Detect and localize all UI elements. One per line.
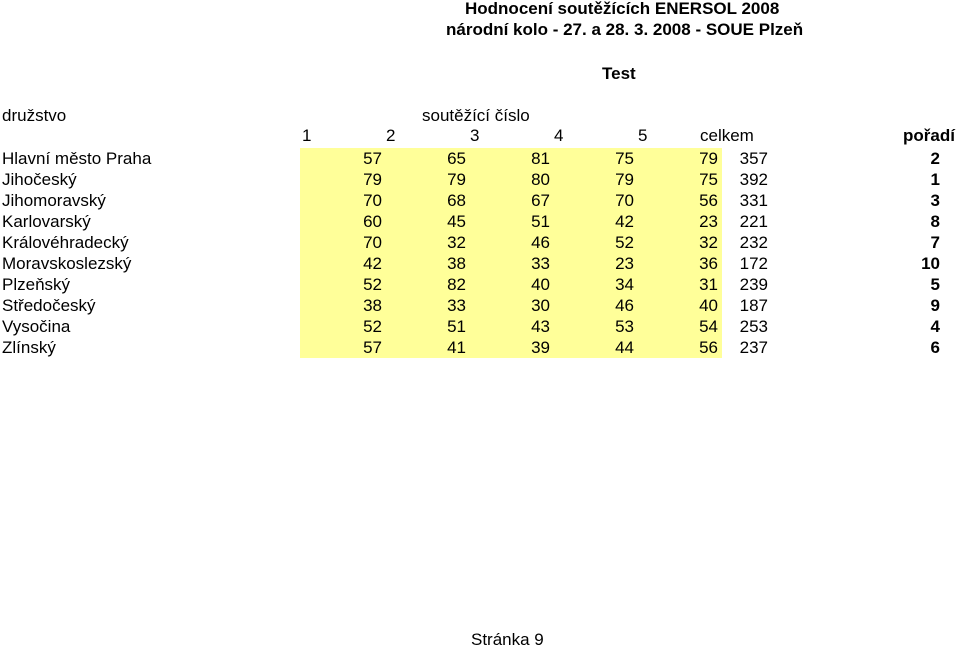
document-subtitle: národní kolo - 27. a 28. 3. 2008 - SOUE Plzeň	[446, 20, 804, 39]
column-header-3: 3	[470, 126, 480, 145]
column-header-4: 4	[554, 126, 564, 145]
score-cell: 65	[384, 148, 470, 169]
table-row	[0, 337, 960, 358]
team-name: Karlovarský	[2, 212, 91, 231]
rank-cell: 10	[921, 254, 940, 273]
score-cell: 38	[384, 253, 470, 274]
column-header-5: 5	[638, 126, 648, 145]
rank-cell: 6	[930, 338, 940, 357]
score-cell: 43	[468, 316, 554, 337]
table-row	[0, 295, 960, 316]
score-cell: 80	[468, 169, 554, 190]
score-cell: 68	[384, 190, 470, 211]
score-cell: 33	[384, 295, 470, 316]
team-name: Středočeský	[2, 296, 96, 315]
team-column-header: družstvo	[2, 106, 67, 125]
score-cell: 34	[552, 274, 638, 295]
total-cell: 239	[739, 275, 768, 294]
rank-cell: 8	[930, 212, 940, 231]
score-cell: 52	[300, 274, 386, 295]
score-cell: 30	[468, 295, 554, 316]
contestant-group-header: soutěžící číslo	[422, 106, 530, 125]
score-cell: 60	[300, 211, 386, 232]
score-cell: 70	[300, 232, 386, 253]
score-cell: 31	[636, 274, 722, 295]
score-cell: 75	[636, 169, 722, 190]
score-cell: 46	[468, 232, 554, 253]
table-row	[0, 274, 960, 295]
team-name: Královéhradecký	[2, 233, 129, 252]
score-cell: 53	[552, 316, 638, 337]
score-cell: 70	[300, 190, 386, 211]
score-cell: 75	[552, 148, 638, 169]
team-name: Hlavní město Praha	[2, 149, 152, 168]
score-cell: 79	[552, 169, 638, 190]
score-cell: 40	[636, 295, 722, 316]
score-cell: 23	[636, 211, 722, 232]
score-cell: 41	[384, 337, 470, 358]
score-cell: 81	[468, 148, 554, 169]
score-cell: 39	[468, 337, 554, 358]
column-header-rank: pořadí	[903, 126, 955, 145]
rank-cell: 4	[930, 317, 940, 336]
rank-cell: 3	[930, 191, 940, 210]
page-number: Stránka 9	[471, 630, 544, 649]
column-header-row	[0, 126, 960, 147]
score-cell: 51	[468, 211, 554, 232]
score-cell: 42	[300, 253, 386, 274]
rank-cell: 9	[930, 296, 940, 315]
total-cell: 253	[739, 317, 768, 336]
total-cell: 221	[739, 212, 768, 231]
rank-cell: 2	[930, 149, 940, 168]
table-row	[0, 253, 960, 274]
score-cell: 52	[552, 232, 638, 253]
rank-cell: 5	[930, 275, 940, 294]
total-cell: 232	[739, 233, 768, 252]
total-cell: 357	[739, 149, 768, 168]
score-cell: 32	[384, 232, 470, 253]
score-cell: 40	[468, 274, 554, 295]
score-cell: 33	[468, 253, 554, 274]
table-row	[0, 148, 960, 169]
score-cell: 79	[300, 169, 386, 190]
total-cell: 331	[739, 191, 768, 210]
document-title: Hodnocení soutěžících ENERSOL 2008	[465, 0, 780, 18]
total-cell: 392	[739, 170, 768, 189]
team-name: Vysočina	[2, 317, 71, 336]
team-name: Plzeňský	[2, 275, 71, 294]
score-cell: 46	[552, 295, 638, 316]
score-cell: 44	[552, 337, 638, 358]
score-cell: 32	[636, 232, 722, 253]
score-cell: 52	[300, 316, 386, 337]
score-cell: 56	[636, 337, 722, 358]
score-cell: 57	[300, 337, 386, 358]
team-name: Jihomoravský	[2, 191, 106, 210]
score-cell: 38	[300, 295, 386, 316]
table-row	[0, 316, 960, 337]
score-cell: 51	[384, 316, 470, 337]
score-cell: 79	[636, 148, 722, 169]
score-cell: 70	[552, 190, 638, 211]
column-header-2: 2	[386, 126, 396, 145]
score-cell: 57	[300, 148, 386, 169]
team-name: Moravskoslezský	[2, 254, 132, 273]
rank-cell: 7	[930, 233, 940, 252]
score-cell: 42	[552, 211, 638, 232]
table-row	[0, 232, 960, 253]
score-cell: 45	[384, 211, 470, 232]
score-cell: 23	[552, 253, 638, 274]
section-title: Test	[602, 64, 636, 83]
column-header-1: 1	[302, 126, 312, 145]
score-cell: 56	[636, 190, 722, 211]
score-cell: 36	[636, 253, 722, 274]
table-row	[0, 190, 960, 211]
total-cell: 187	[739, 296, 768, 315]
team-name: Zlínský	[2, 338, 56, 357]
score-cell: 79	[384, 169, 470, 190]
team-name: Jihočeský	[2, 170, 77, 189]
score-cell: 82	[384, 274, 470, 295]
score-cell: 67	[468, 190, 554, 211]
total-cell: 172	[739, 254, 768, 273]
column-header-total: celkem	[700, 126, 754, 145]
rank-cell: 1	[930, 170, 940, 189]
table-row	[0, 169, 960, 190]
total-cell: 237	[739, 338, 768, 357]
score-cell: 54	[636, 316, 722, 337]
table-row	[0, 211, 960, 232]
